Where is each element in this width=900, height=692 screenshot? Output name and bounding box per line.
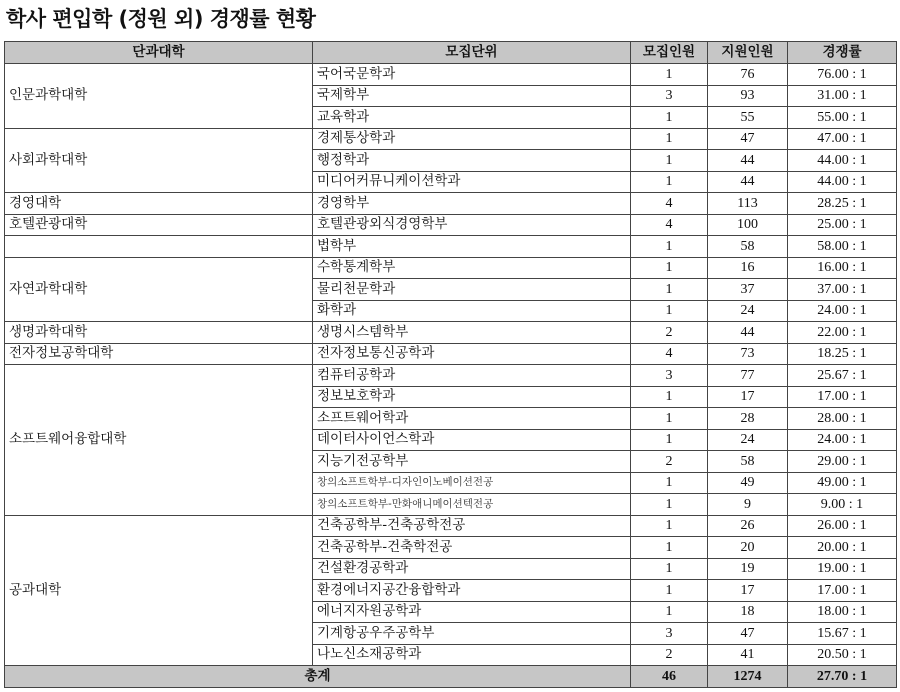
ratio-cell: 58.00 : 1	[788, 236, 897, 258]
department-cell: 컴퓨터공학과	[313, 365, 631, 387]
ratio-cell: 76.00 : 1	[788, 64, 897, 86]
applicants-cell: 76	[708, 64, 788, 86]
total-label: 총계	[5, 666, 631, 688]
department-cell: 교육학과	[313, 107, 631, 129]
table-row	[5, 64, 897, 86]
table-header-row	[5, 42, 897, 64]
ratio-cell: 22.00 : 1	[788, 322, 897, 344]
department-cell: 국제학부	[313, 85, 631, 107]
quota-cell: 3	[631, 365, 708, 387]
applicants-cell: 73	[708, 343, 788, 365]
applicants-cell: 17	[708, 386, 788, 408]
department-cell: 기계항공우주공학부	[313, 623, 631, 645]
applicants-cell: 55	[708, 107, 788, 129]
quota-cell: 1	[631, 472, 708, 494]
applicants-cell: 19	[708, 558, 788, 580]
ratio-cell: 29.00 : 1	[788, 451, 897, 473]
applicants-cell: 44	[708, 150, 788, 172]
applicants-cell: 77	[708, 365, 788, 387]
college-cell: 인문과학대학	[5, 64, 313, 129]
department-cell: 창의소프트학부-만화애니메이션텍전공	[313, 494, 631, 516]
competition-table	[4, 41, 897, 688]
ratio-cell: 55.00 : 1	[788, 107, 897, 129]
quota-cell: 1	[631, 515, 708, 537]
quota-cell: 1	[631, 171, 708, 193]
applicants-cell: 41	[708, 644, 788, 666]
department-cell: 건설환경공학과	[313, 558, 631, 580]
ratio-cell: 16.00 : 1	[788, 257, 897, 279]
header-college: 단과대학	[5, 42, 313, 64]
department-cell: 전자정보통신공학과	[313, 343, 631, 365]
department-cell: 국어국문학과	[313, 64, 631, 86]
ratio-cell: 20.00 : 1	[788, 537, 897, 559]
ratio-cell: 18.00 : 1	[788, 601, 897, 623]
ratio-cell: 25.67 : 1	[788, 365, 897, 387]
table-row	[5, 214, 897, 236]
applicants-cell: 58	[708, 451, 788, 473]
quota-cell: 1	[631, 236, 708, 258]
applicants-cell: 100	[708, 214, 788, 236]
quota-cell: 1	[631, 279, 708, 301]
department-cell: 수학통계학부	[313, 257, 631, 279]
department-cell: 창의소프트학부-디자인이노베이션전공	[313, 472, 631, 494]
ratio-cell: 25.00 : 1	[788, 214, 897, 236]
page-title: 학사 편입학 (정원 외) 경쟁률 현황	[6, 7, 316, 31]
total-row	[5, 666, 897, 688]
college-cell: 소프트웨어융합대학	[5, 365, 313, 516]
quota-cell: 1	[631, 107, 708, 129]
applicants-cell: 26	[708, 515, 788, 537]
quota-cell: 1	[631, 257, 708, 279]
ratio-cell: 20.50 : 1	[788, 644, 897, 666]
ratio-cell: 44.00 : 1	[788, 171, 897, 193]
ratio-cell: 49.00 : 1	[788, 472, 897, 494]
ratio-cell: 9.00 : 1	[788, 494, 897, 516]
department-cell: 에너지자원공학과	[313, 601, 631, 623]
ratio-cell: 31.00 : 1	[788, 85, 897, 107]
quota-cell: 2	[631, 322, 708, 344]
department-cell: 미디어커뮤니케이션학과	[313, 171, 631, 193]
total-applicants: 1274	[708, 666, 788, 688]
applicants-cell: 58	[708, 236, 788, 258]
ratio-cell: 19.00 : 1	[788, 558, 897, 580]
quota-cell: 1	[631, 128, 708, 150]
department-cell: 화학과	[313, 300, 631, 322]
applicants-cell: 113	[708, 193, 788, 215]
applicants-cell: 47	[708, 623, 788, 645]
header-quota: 모집인원	[631, 42, 708, 64]
ratio-cell: 24.00 : 1	[788, 429, 897, 451]
college-cell: 자연과학대학	[5, 257, 313, 322]
department-cell: 지능기전공학부	[313, 451, 631, 473]
applicants-cell: 49	[708, 472, 788, 494]
table-row	[5, 193, 897, 215]
ratio-cell: 47.00 : 1	[788, 128, 897, 150]
applicants-cell: 16	[708, 257, 788, 279]
ratio-cell: 44.00 : 1	[788, 150, 897, 172]
quota-cell: 1	[631, 386, 708, 408]
department-cell: 행정학과	[313, 150, 631, 172]
applicants-cell: 44	[708, 171, 788, 193]
table-body	[5, 64, 897, 666]
college-cell: 생명과학대학	[5, 322, 313, 344]
department-cell: 나노신소재공학과	[313, 644, 631, 666]
table-row	[5, 343, 897, 365]
department-cell: 경제통상학과	[313, 128, 631, 150]
department-cell: 건축공학부-건축공학전공	[313, 515, 631, 537]
quota-cell: 1	[631, 300, 708, 322]
applicants-cell: 20	[708, 537, 788, 559]
applicants-cell: 24	[708, 300, 788, 322]
quota-cell: 2	[631, 451, 708, 473]
applicants-cell: 47	[708, 128, 788, 150]
ratio-cell: 17.00 : 1	[788, 580, 897, 602]
department-cell: 건축공학부-건축학전공	[313, 537, 631, 559]
quota-cell: 1	[631, 537, 708, 559]
ratio-cell: 15.67 : 1	[788, 623, 897, 645]
ratio-cell: 37.00 : 1	[788, 279, 897, 301]
table-row	[5, 257, 897, 279]
total-ratio: 27.70 : 1	[788, 666, 897, 688]
quota-cell: 1	[631, 408, 708, 430]
applicants-cell: 17	[708, 580, 788, 602]
college-cell: 경영대학	[5, 193, 313, 215]
quota-cell: 4	[631, 193, 708, 215]
header-ratio: 경쟁률	[788, 42, 897, 64]
quota-cell: 1	[631, 150, 708, 172]
table-row	[5, 322, 897, 344]
quota-cell: 4	[631, 214, 708, 236]
quota-cell: 1	[631, 580, 708, 602]
quota-cell: 3	[631, 623, 708, 645]
ratio-cell: 28.25 : 1	[788, 193, 897, 215]
college-cell: 사회과학대학	[5, 128, 313, 193]
quota-cell: 3	[631, 85, 708, 107]
applicants-cell: 9	[708, 494, 788, 516]
table-row	[5, 236, 897, 258]
department-cell: 경영학부	[313, 193, 631, 215]
quota-cell: 2	[631, 644, 708, 666]
ratio-cell: 18.25 : 1	[788, 343, 897, 365]
department-cell: 데이터사이언스학과	[313, 429, 631, 451]
department-cell: 법학부	[313, 236, 631, 258]
ratio-cell: 24.00 : 1	[788, 300, 897, 322]
ratio-cell: 26.00 : 1	[788, 515, 897, 537]
quota-cell: 1	[631, 558, 708, 580]
table-row	[5, 128, 897, 150]
quota-cell: 1	[631, 494, 708, 516]
ratio-cell: 17.00 : 1	[788, 386, 897, 408]
quota-cell: 1	[631, 429, 708, 451]
applicants-cell: 37	[708, 279, 788, 301]
header-department: 모집단위	[313, 42, 631, 64]
applicants-cell: 18	[708, 601, 788, 623]
college-cell	[5, 236, 313, 258]
department-cell: 생명시스템학부	[313, 322, 631, 344]
applicants-cell: 28	[708, 408, 788, 430]
college-cell: 전자정보공학대학	[5, 343, 313, 365]
applicants-cell: 24	[708, 429, 788, 451]
department-cell: 환경에너지공간융합학과	[313, 580, 631, 602]
header-applicants: 지원인원	[708, 42, 788, 64]
quota-cell: 1	[631, 601, 708, 623]
total-quota: 46	[631, 666, 708, 688]
department-cell: 정보보호학과	[313, 386, 631, 408]
table-row	[5, 365, 897, 387]
applicants-cell: 93	[708, 85, 788, 107]
ratio-cell: 28.00 : 1	[788, 408, 897, 430]
department-cell: 물리천문학과	[313, 279, 631, 301]
quota-cell: 4	[631, 343, 708, 365]
college-cell: 호텔관광대학	[5, 214, 313, 236]
quota-cell: 1	[631, 64, 708, 86]
applicants-cell: 44	[708, 322, 788, 344]
department-cell: 소프트웨어학과	[313, 408, 631, 430]
department-cell: 호텔관광외식경영학부	[313, 214, 631, 236]
college-cell: 공과대학	[5, 515, 313, 666]
table-row	[5, 515, 897, 537]
